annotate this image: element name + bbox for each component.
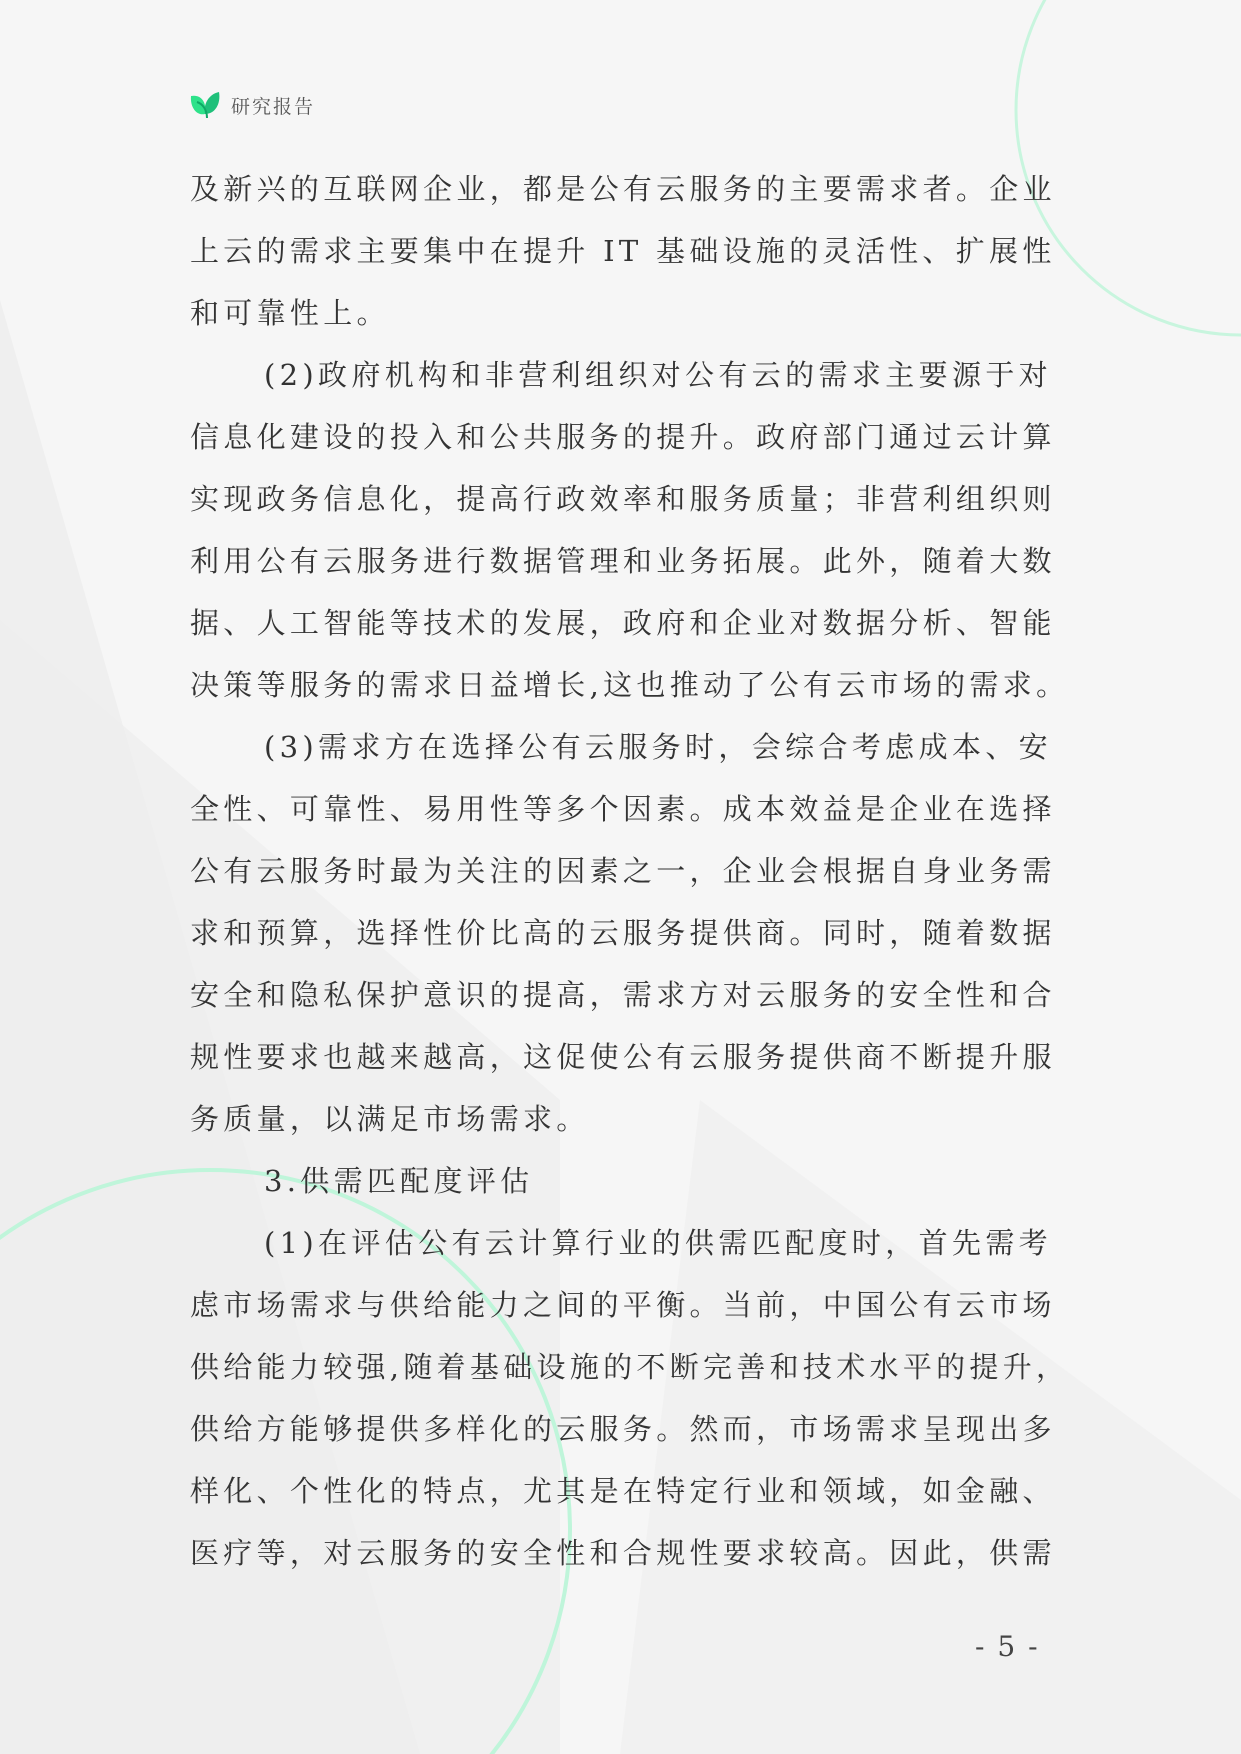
text-line: 供给能力较强,随着基础设施的不断完善和技术水平的提升， [190, 1350, 1070, 1384]
text-line: 供给方能够提供多样化的云服务。然而，市场需求呈现出多 [190, 1412, 1056, 1446]
text-line: 信息化建设的投入和公共服务的提升。政府部门通过云计算 [190, 420, 1056, 454]
text-line: 样化、个性化的特点，尤其是在特定行业和领域，如金融、 [190, 1474, 1056, 1508]
text-line: 利用公有云服务进行数据管理和业务拓展。此外，随着大数 [190, 544, 1056, 578]
paragraph-start-line: (3)需求方在选择公有云服务时，会综合考虑成本、安 [264, 730, 1052, 764]
text-line: 上云的需求主要集中在提升 IT 基础设施的灵活性、扩展性 [190, 234, 1056, 268]
document-body [190, 158, 1070, 1584]
text-line: 求和预算，选择性价比高的云服务提供商。同时，随着数据 [190, 916, 1056, 950]
header-title: 研究报告 [231, 95, 316, 118]
text-line: 据、人工智能等技术的发展，政府和企业对数据分析、智能 [190, 606, 1056, 640]
text-line: 安全和隐私保护意识的提高，需求方对云服务的安全性和合 [190, 978, 1056, 1012]
section-heading: 3.供需匹配度评估 [264, 1164, 534, 1198]
report-header [187, 88, 315, 122]
text-line: 虑市场需求与供给能力之间的平衡。当前，中国公有云市场 [190, 1288, 1056, 1322]
leaf-logo-icon [187, 88, 223, 122]
text-line: 和可靠性上。 [190, 296, 390, 330]
paragraph-start-line: (2)政府机构和非营利组织对公有云的需求主要源于对 [264, 358, 1052, 392]
text-line: 公有云服务时最为关注的因素之一，企业会根据自身业务需 [190, 854, 1056, 888]
text-line: 务质量，以满足市场需求。 [190, 1102, 590, 1136]
text-line: 医疗等，对云服务的安全性和合规性要求较高。因此，供需 [190, 1536, 1056, 1570]
page-number: - 5 - [975, 1630, 1040, 1663]
text-line: 全性、可靠性、易用性等多个因素。成本效益是企业在选择 [190, 792, 1056, 826]
text-line: 规性要求也越来越高，这促使公有云服务提供商不断提升服 [190, 1040, 1056, 1074]
paragraph-start-line: (1)在评估公有云计算行业的供需匹配度时，首先需考 [264, 1226, 1052, 1260]
text-line: 实现政务信息化，提高行政效率和服务质量；非营利组织则 [190, 482, 1056, 516]
text-line: 决策等服务的需求日益增长,这也推动了公有云市场的需求。 [190, 668, 1070, 702]
text-line: 及新兴的互联网企业，都是公有云服务的主要需求者。企业 [190, 172, 1056, 206]
